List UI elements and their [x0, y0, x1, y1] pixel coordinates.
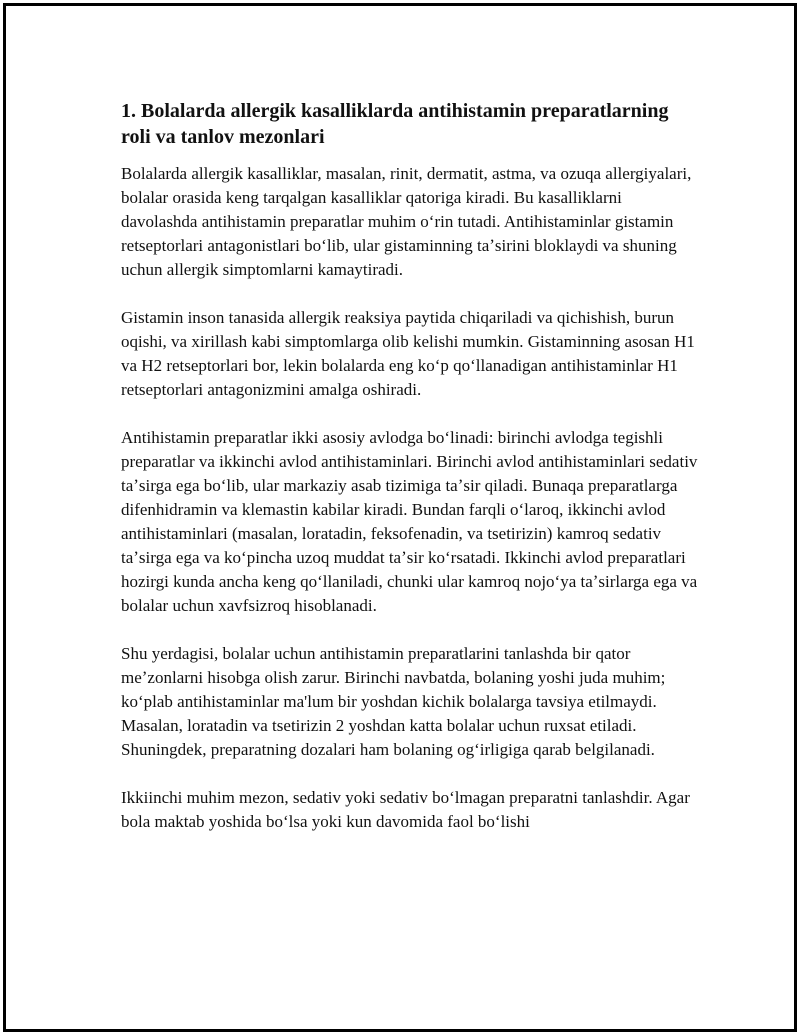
section-heading: 1. Bolalarda allergik kasalliklarda antihistamin preparatlarning roli va tanlov mezonlari: [121, 100, 669, 148]
paragraph-1: Bolalarda allergik kasalliklar, masalan, rinit, dermatit, astma, va ozuqa allergiyalari, bolalar orasida keng tarqalgan kasalliklar qatoriga kiradi. Bu kasalliklarni davolashda antihistamin preparatlar muhim oʻrin tutadi. Antihistaminlar gistamin retseptorlari antagonistlari boʻlib, ular gistaminning taʼsirini bloklaydi va shuning uchun allergik simptomlarni kamaytiradi.: [121, 164, 692, 279]
paragraph-2: Gistamin inson tanasida allergik reaksiya paytida chiqariladi va qichishish, burun oqishi, va xirillash kabi simptomlarga olib kelishi mumkin. Gistaminning asosan H1 va H2 retseptorlari bor, lekin bolalarda eng koʻp qoʻllanadigan antihistaminlar H1 retseptorlari antagonizmini amalga oshiradi.: [121, 308, 695, 399]
paragraph-4: Shu yerdagisi, bolalar uchun antihistamin preparatlarini tanlashda bir qator meʼzonlarni hisobga olish zarur. Birinchi navbatda, bolaning yoshi juda muhim; koʻplab antihistaminlar ma'lum bir yoshdan kichik bolalarga tavsiya etilmaydi. Masalan, loratadin va tsetirizin 2 yoshdan katta bolalar uchun ruxsat etiladi. Shuningdek, preparatning dozalari ham bolaning ogʻirligiga qarab belgilanadi.: [121, 644, 666, 759]
paragraph-5: Ikkiinchi muhim mezon, sedativ yoki sedativ boʻlmagan preparatni tanlashdir. Agar bola maktab yoshida boʻlsa yoki kun davomida faol boʻlishi: [121, 788, 690, 831]
paragraph-3: Antihistamin preparatlar ikki asosiy avlodga boʻlinadi: birinchi avlodga tegishli preparatlar va ikkinchi avlod antihistaminlari. Birinchi avlod antihistaminlari sedativ taʼsirga ega boʻlib, ular markaziy asab tizimiga taʼsir qiladi. Bunaqa preparatlarga difenhidramin va klemastin kabilar kiradi. Bundan farqli oʻlaroq, ikkinchi avlod antihistaminlari (masalan, loratadin, feksofenadin, va tsetirizin) kamroq sedativ taʼsirga ega va koʻpincha uzoq muddat taʼsir koʻrsatadi. Ikkinchi avlod preparatlari hozirgi kunda ancha keng qoʻllaniladi, chunki ular kamroq nojoʻya taʼsirlarga ega va bolalar uchun xavfsizroq hisoblanadi.: [121, 428, 698, 615]
document-body: [121, 98, 701, 858]
page-border: [3, 3, 797, 1032]
